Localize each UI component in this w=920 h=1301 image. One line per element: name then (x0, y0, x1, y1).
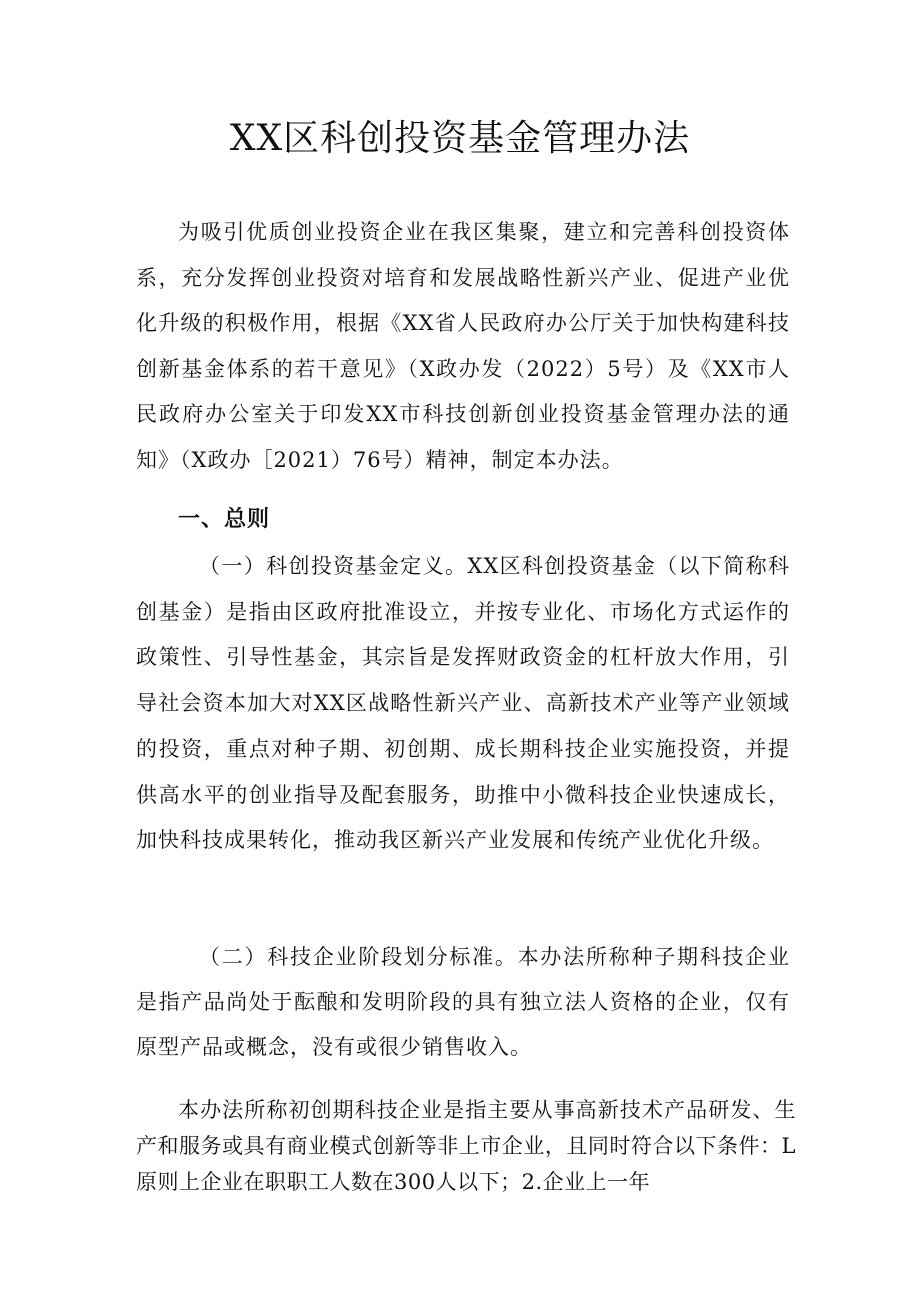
article-2-continuation-paragraph: 本办法所称初创期科技企业是指主要从事高新技术产品研发、生产和服务或具有商业模式创新等非上市企业，且同时符合以下条件：L原则上企业在职职工人数在300人以下；2.企业上一年 (136, 1098, 796, 1194)
article-2-paragraph: （二）科技企业阶段划分标准。本办法所称种子期科技企业是指产品尚处于酝酿和发明阶段的具有独立法人资格的企业，仅有原型产品或概念，没有或很少销售收入。 (136, 945, 790, 1059)
article-1-paragraph: （一）科创投资基金定义。XX区科创投资基金（以下简称科创基金）是指由区政府批准设立，并按专业化、市场化方式运作的政策性、引导性基金，其宗旨是发挥财政资金的杠杆放大作用，引导社会资本加大对XX区战略性新兴产业、高新技术产业等产业领域的投资，重点对种子期、初创期、成长期科技企业实施投资，并提供高水平的创业指导及配套服务，助推中小微科技企业快速成长，加快科技成果转化，推动我区新兴产业发展和传统产业优化升级。 (136, 554, 790, 853)
intro-paragraph: 为吸引优质创业投资企业在我区集聚，建立和完善科创投资体系，充分发挥创业投资对培育和发展战略性新兴产业、促进产业优化升级的积极作用，根据《XX省人民政府办公厅关于加快构建科技创新基金体系的若干意见》（X政办发（2022）5号）及《XX市人民政府办公室关于印发XX市科技创新创业投资基金管理办法的通知》（X政办［2021）76号）精神，制定本办法。 (136, 220, 790, 472)
document-title: XX区科创投资基金管理办法 (229, 118, 691, 159)
section-heading-general: 一、总则 (178, 507, 271, 532)
